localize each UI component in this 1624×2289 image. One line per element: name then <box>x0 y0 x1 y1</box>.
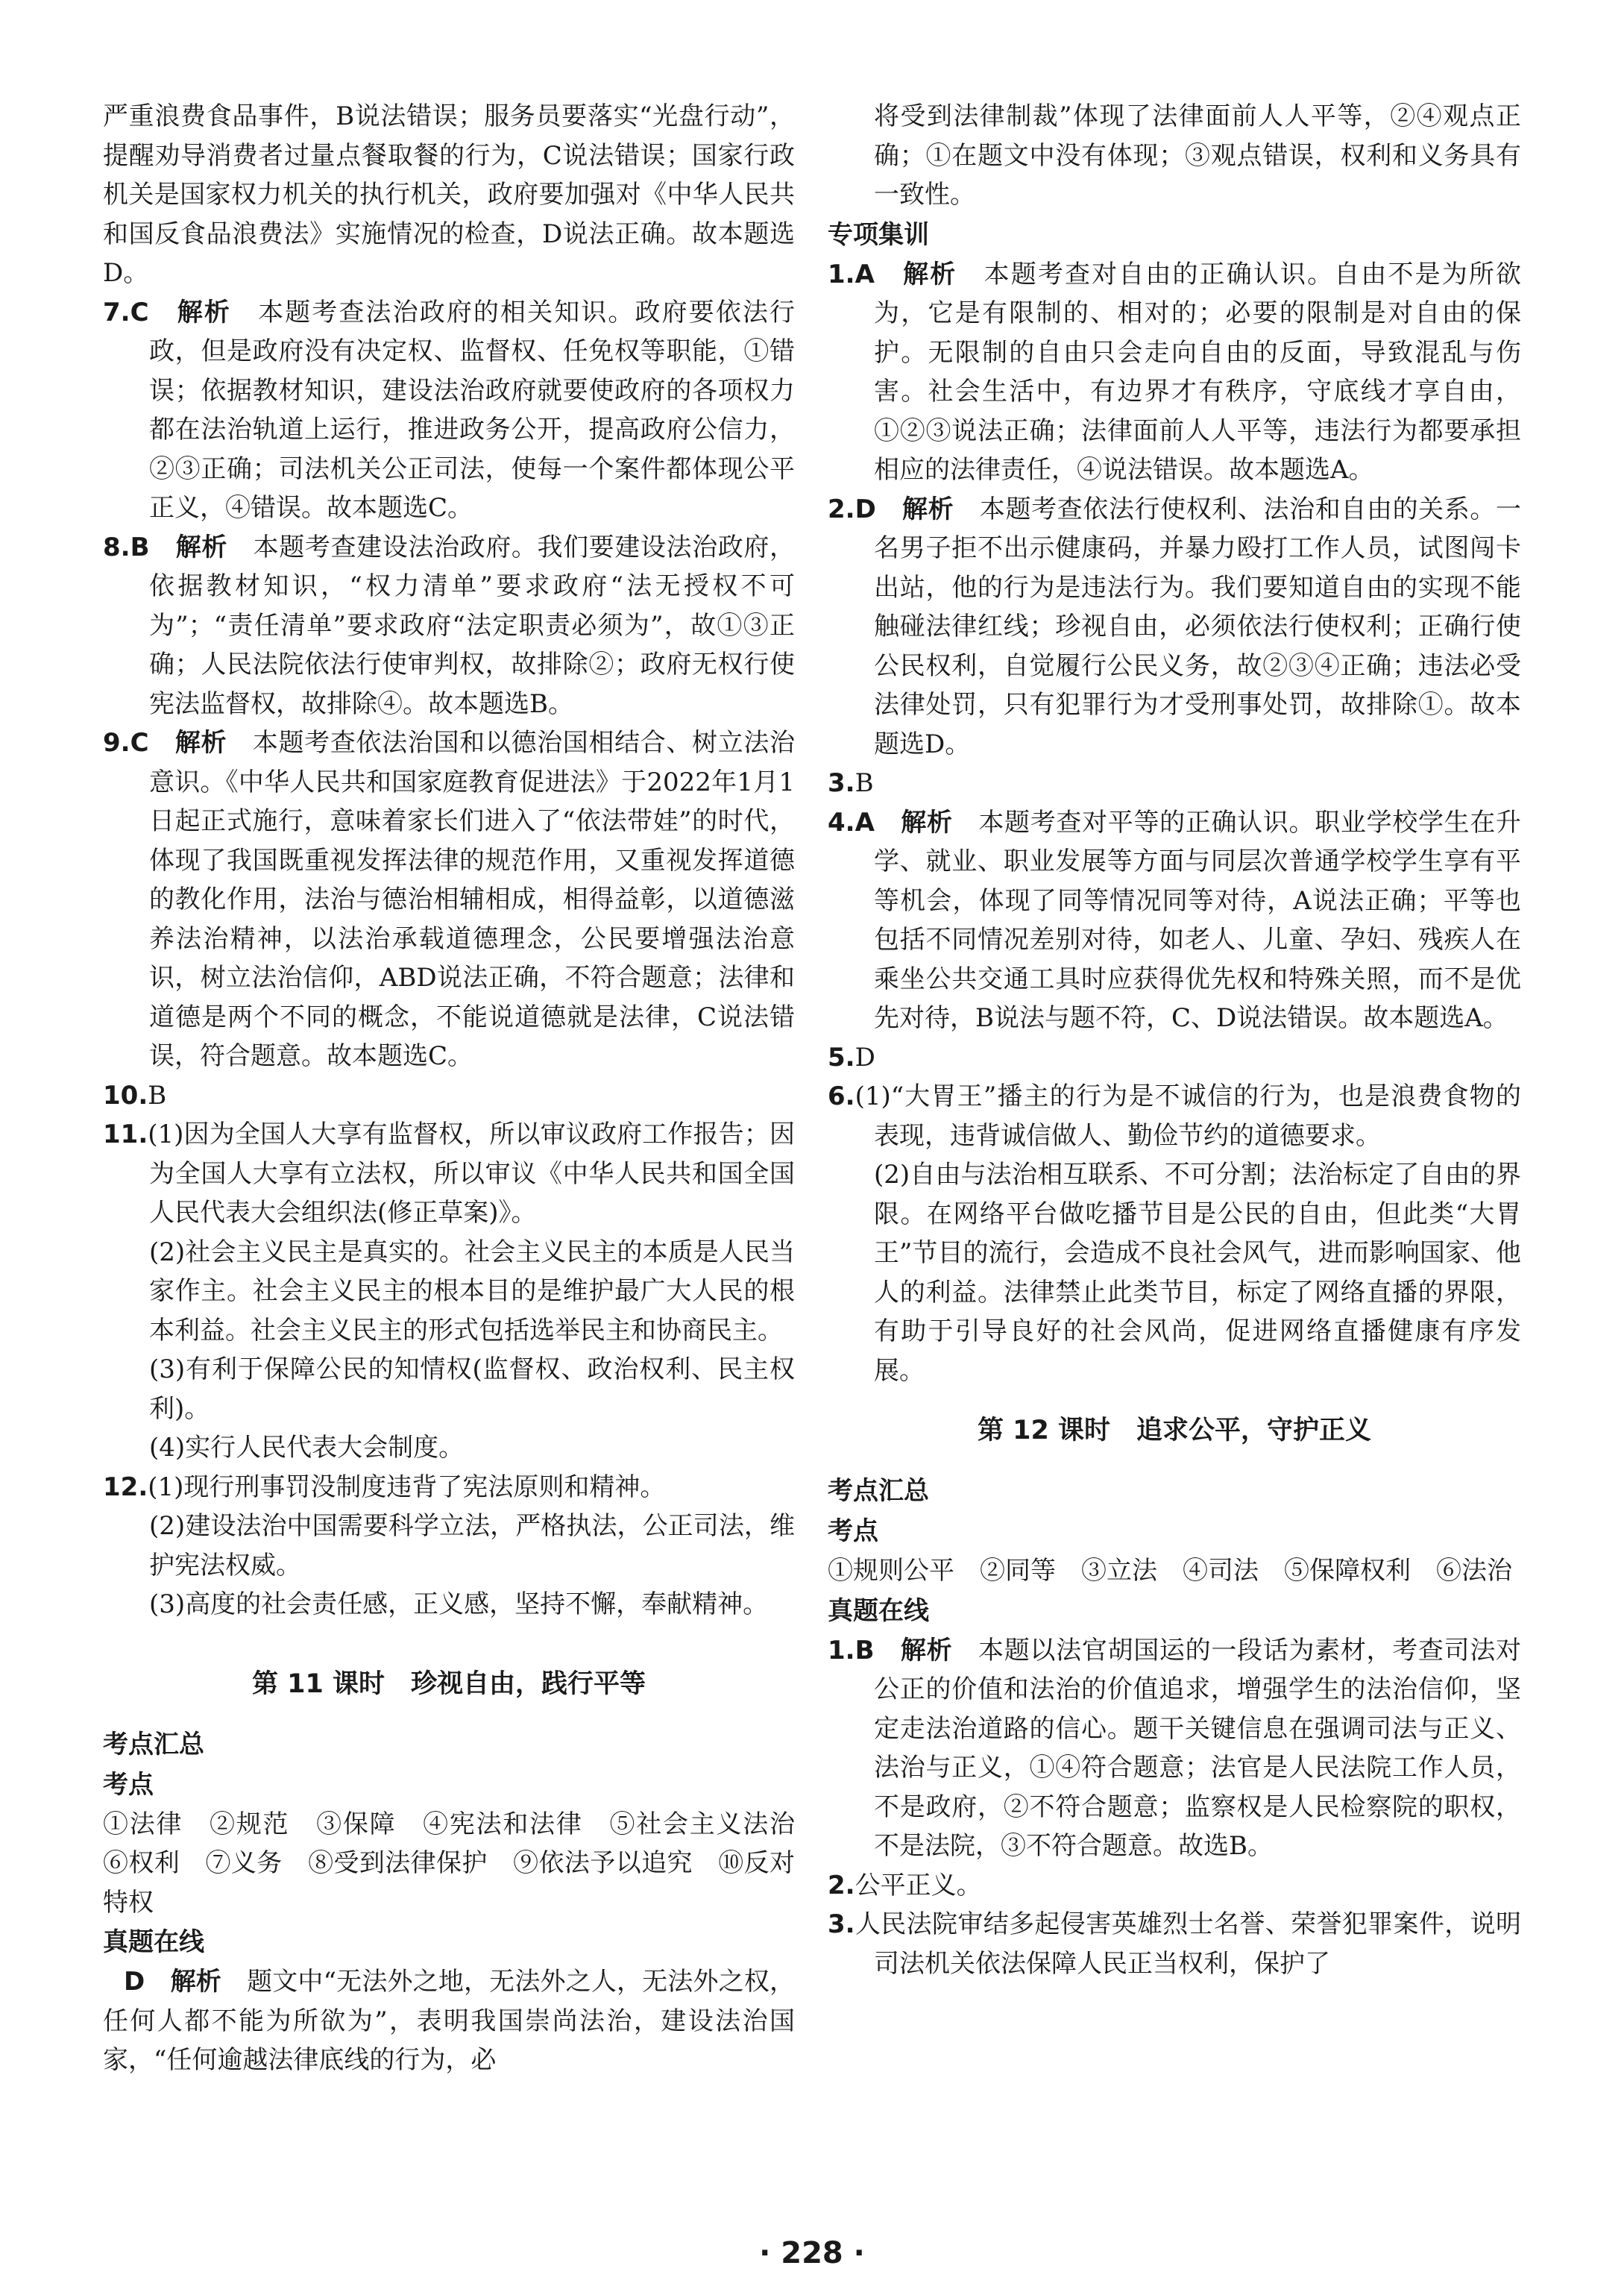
answer-7-text: 本题考查法治政府的相关知识。政府要依法行政，但是政府没有决定权、监督权、任免权等职能，①错误；依据教材知识，建设法治政府就要使政府的各项权力都在法治轨道上运行，推进政务公开，提高政府公信力，②③正确；司法机关公正司法，使每一个案件都体现公平正义，④错误。故本题选C。 <box>149 297 796 523</box>
answer-12-number: 12. <box>103 1472 148 1502</box>
left-kaodian-heading: 考点汇总 <box>103 1729 204 1759</box>
answer-11-number: 11. <box>103 1120 148 1149</box>
answer-8-text: 本题考查建设法治政府。我们要建设法治政府，依据教材知识，“权力清单”要求政府“法无授权不可为”；“责任清单”要求政府“法定职责必须为”，故①③正确；人民法院依法行使审判权，故排除②；政府无权行使宪法监督权，故排除④。故本题选B。 <box>149 532 796 719</box>
lesson-11-title: 第 11 课时 珍视自由，践行平等 <box>251 1668 646 1699</box>
left-zhenti-label: 解析 <box>170 1967 221 1997</box>
zt-answer-2-text: 公平正义。 <box>855 1870 982 1900</box>
zx-answer-3-choice: B <box>855 768 874 798</box>
right-kaodian-text: ①规则公平 ②同等 ③立法 ④司法 ⑤保障权利 ⑥法治 <box>828 1556 1512 1586</box>
zx-answer-4-number: 4. <box>828 807 855 838</box>
zx-answer-2-text: 本题考查依法行使权利、法治和自由的关系。一名男子拒不出示健康码，并暴力殴打工作人员，试图闯卡出站，他的行为是违法行为。我们要知道自由的实现不能触碰法律红线；珍视自由，必须依法行使权利；正确行使公民权利，自觉履行公民义务，故②③④正确；违法必受法律处罚，只有犯罪行为才受刑事处罚，故排除①。故本题选D。 <box>874 494 1522 759</box>
left-zhenti-heading: 真题在线 <box>103 1927 204 1957</box>
answer-10 <box>103 1076 795 1116</box>
zx-answer-6-text-2: (2)自由与法治相互联系、不可分割；法治标定了自由的界限。在网络平台做吃播节目是公民的自由，但此类“大胃王”节目的流行，会造成不良社会风气，进而影响国家、他人的利益。法律禁止此类节目，标定了网络直播的界限，有助于引导良好的社会风尚，促进网络直播健康有序发展。 <box>874 1160 1521 1386</box>
zhuanxiang-heading: 专项集训 <box>828 219 929 250</box>
answer-8-label: 解析 <box>175 532 227 562</box>
right-continuation: 将受到法律制裁”体现了法律面前人人平等，②④观点正确；①在题文中没有体现；③观点错误，权利和义务具有一致性。 <box>874 101 1521 210</box>
zt-answer-2 <box>828 1866 1521 1906</box>
zx-answer-1 <box>828 255 1521 490</box>
zt-answer-3 <box>828 1905 1521 1983</box>
zx-answer-6-text-1: (1)“大胃王”播主的行为是不诚信的行为，也是浪费食物的表现，违背诚信做人、勤俭节约的道德要求。 <box>855 1081 1521 1151</box>
zx-answer-2-number: 2. <box>828 494 855 524</box>
zt-answer-2-number: 2. <box>828 1870 855 1900</box>
answer-8-number: 8. <box>103 532 130 562</box>
zx-answer-4-label: 解析 <box>901 807 953 838</box>
answer-11-text-4: (4)实行人民代表大会制度。 <box>149 1433 465 1463</box>
left-continuation: 严重浪费食品事件，B说法错误；服务员要落实“光盘行动”，提醒劝导消费者过量点餐取餐的行为，C说法错误；国家行政机关是国家权力机关的执行机关，政府要加强对《中华人民共和国反食品浪费法》实施情况的检查，D说法正确。故本题选D。 <box>103 101 795 288</box>
zx-answer-4-text: 本题考查对平等的正确认识。职业学校学生在升学、就业、职业发展等方面与同层次普通学校学生享有平等机会，体现了同等情况同等对待，A说法正确；平等也包括不同情况差别对待，如老人、儿童、孕妇、残疾人在乘坐公共交通工具时应获得优先权和特殊关照，而不是优先对待，B说法与题不符，C、D说法错误。故本题选A。 <box>874 807 1522 1033</box>
answer-9-choice: C <box>130 728 149 758</box>
answer-10-number: 10. <box>103 1080 148 1111</box>
answer-7-label: 解析 <box>177 297 231 327</box>
zt-answer-1-label: 解析 <box>900 1635 953 1665</box>
answer-12-part-1 <box>103 1468 795 1507</box>
left-zhenti-answer <box>103 1962 795 2080</box>
answer-11-text-2: (2)社会主义民主是真实的。社会主义民主的本质是人民当家作主。社会主义民主的根本目的是维护最广大人民的根本利益。社会主义民主的形式包括选举民主和协商民主。 <box>149 1237 795 1346</box>
right-column <box>828 97 1521 1983</box>
zx-answer-2-choice: D <box>855 494 876 524</box>
answer-12-text-2: (2)建设法治中国需要科学立法，严格执法，公正司法，维护宪法权威。 <box>149 1511 795 1580</box>
zx-answer-5 <box>828 1038 1521 1078</box>
zx-answer-6-number: 6. <box>828 1081 855 1111</box>
zt-answer-1-choice: B <box>855 1635 875 1665</box>
right-kaodian-heading: 考点汇总 <box>828 1476 929 1506</box>
zx-answer-4-choice: A <box>855 807 875 838</box>
zx-answer-1-label: 解析 <box>903 259 957 289</box>
answer-12-text-1: (1)现行刑事罚没制度违背了宪法原则和精神。 <box>148 1472 666 1502</box>
zt-answer-1-number: 1. <box>828 1635 855 1665</box>
zx-answer-2-label: 解析 <box>902 494 954 524</box>
answer-7-number: 7. <box>103 297 130 327</box>
zt-answer-3-text: 人民法院审结多起侵害英雄烈士名誉、荣誉犯罪案件，说明司法机关依法保障人民正当权利，保护了 <box>855 1909 1521 1979</box>
answer-11-text-3: (3)有利于保障公民的知情权(监督权、政治权利、民主权利)。 <box>149 1354 795 1424</box>
zx-answer-5-number: 5. <box>828 1042 855 1073</box>
answer-12-text-3: (3)高度的社会责任感，正义感，坚持不懈，奉献精神。 <box>149 1589 769 1619</box>
answer-9 <box>103 723 795 1076</box>
zx-answer-1-choice: A <box>855 259 875 289</box>
answer-8 <box>103 528 795 724</box>
left-column <box>103 97 820 2080</box>
answer-9-text: 本题考查依法治国和以德治国相结合、树立法治意识。《中华人民共和国家庭教育促进法》于2022年1月1日起正式施行，意味着家长们进入了“依法带娃”的时代，体现了我国既重视发挥法律的规范作用，又重视发挥道德的教化作用，法治与德治相辅相成，相得益彰，以道德滋养法治精神，以法治承载道德理念，公民要增强法治意识，树立法治信仰，ABD说法正确，不符合题意；法律和道德是两个不同的概念，不能说道德就是法律，C说法错误，符合题意。故本题选C。 <box>149 728 796 1071</box>
zx-answer-4 <box>828 803 1521 1038</box>
zt-answer-3-number: 3. <box>828 1909 855 1939</box>
answer-9-number: 9. <box>103 728 130 758</box>
left-zhenti-choice: D <box>124 1967 145 1997</box>
answer-7 <box>103 293 795 528</box>
zx-answer-1-number: 1. <box>828 259 855 289</box>
zx-answer-2 <box>828 490 1521 764</box>
right-zhenti-heading: 真题在线 <box>828 1595 929 1626</box>
zx-answer-6-part-1 <box>828 1077 1521 1155</box>
page-number: · 228 · <box>759 2236 865 2270</box>
left-kaodian-text: ①法律 ②规范 ③保障 ④宪法和法律 ⑤社会主义法治 ⑥权利 ⑦义务 ⑧受到法律保护 ⑨依法予以追究 ⑩反对特权 <box>103 1809 820 1918</box>
answer-11-text-1: (1)因为全国人大享有监督权，所以审议政府工作报告；因为全国人大享有立法权，所以审议《中华人民共和国全国人民代表大会组织法(修正草案)》。 <box>148 1120 795 1228</box>
zt-answer-1-text: 本题以法官胡国运的一段话为素材，考查司法对公正的价值和法治的价值追求，增强学生的法治信仰，坚定走法治道路的信心。题干关键信息在强调司法与正义、法治与正义，①④符合题意；法官是人民法院工作人员，不是政府，②不符合题意；监察权是人民检察院的职权，不是法院，③不符合题意。故选B。 <box>874 1635 1522 1861</box>
answer-11-part-1 <box>103 1115 795 1233</box>
answer-7-choice: C <box>130 297 149 327</box>
right-kaodian-subheading: 考点 <box>828 1516 878 1546</box>
zx-answer-1-text: 本题考查对自由的正确认识。自由不是为所欲为，它是有限制的、相对的；必要的限制是对自由的保护。无限制的自由只会走向自由的反面，导致混乱与伤害。社会生活中，有边界才有秩序，守底线才享自由，①②③说法正确；法律面前人人平等，违法行为都要承担相应的法律责任，④说法错误。故本题选A。 <box>874 259 1522 485</box>
left-kaodian-subheading: 考点 <box>103 1769 154 1800</box>
answer-10-choice: B <box>148 1080 167 1111</box>
zx-answer-3 <box>828 764 1521 803</box>
zx-answer-5-choice: D <box>855 1042 875 1073</box>
zx-answer-3-number: 3. <box>828 768 855 798</box>
answer-9-label: 解析 <box>174 728 227 758</box>
answer-8-choice: B <box>130 532 150 562</box>
left-zhenti-text: 题文中“无法外之地，无法外之人，无法外之权，任何人都不能为所欲为”，表明我国崇尚法治，建设法治国家，“任何逾越法律底线的行为，必 <box>103 1967 796 2075</box>
lesson-12-title: 第 12 课时 追求公平，守护正义 <box>977 1416 1372 1445</box>
zt-answer-1 <box>828 1631 1521 1866</box>
